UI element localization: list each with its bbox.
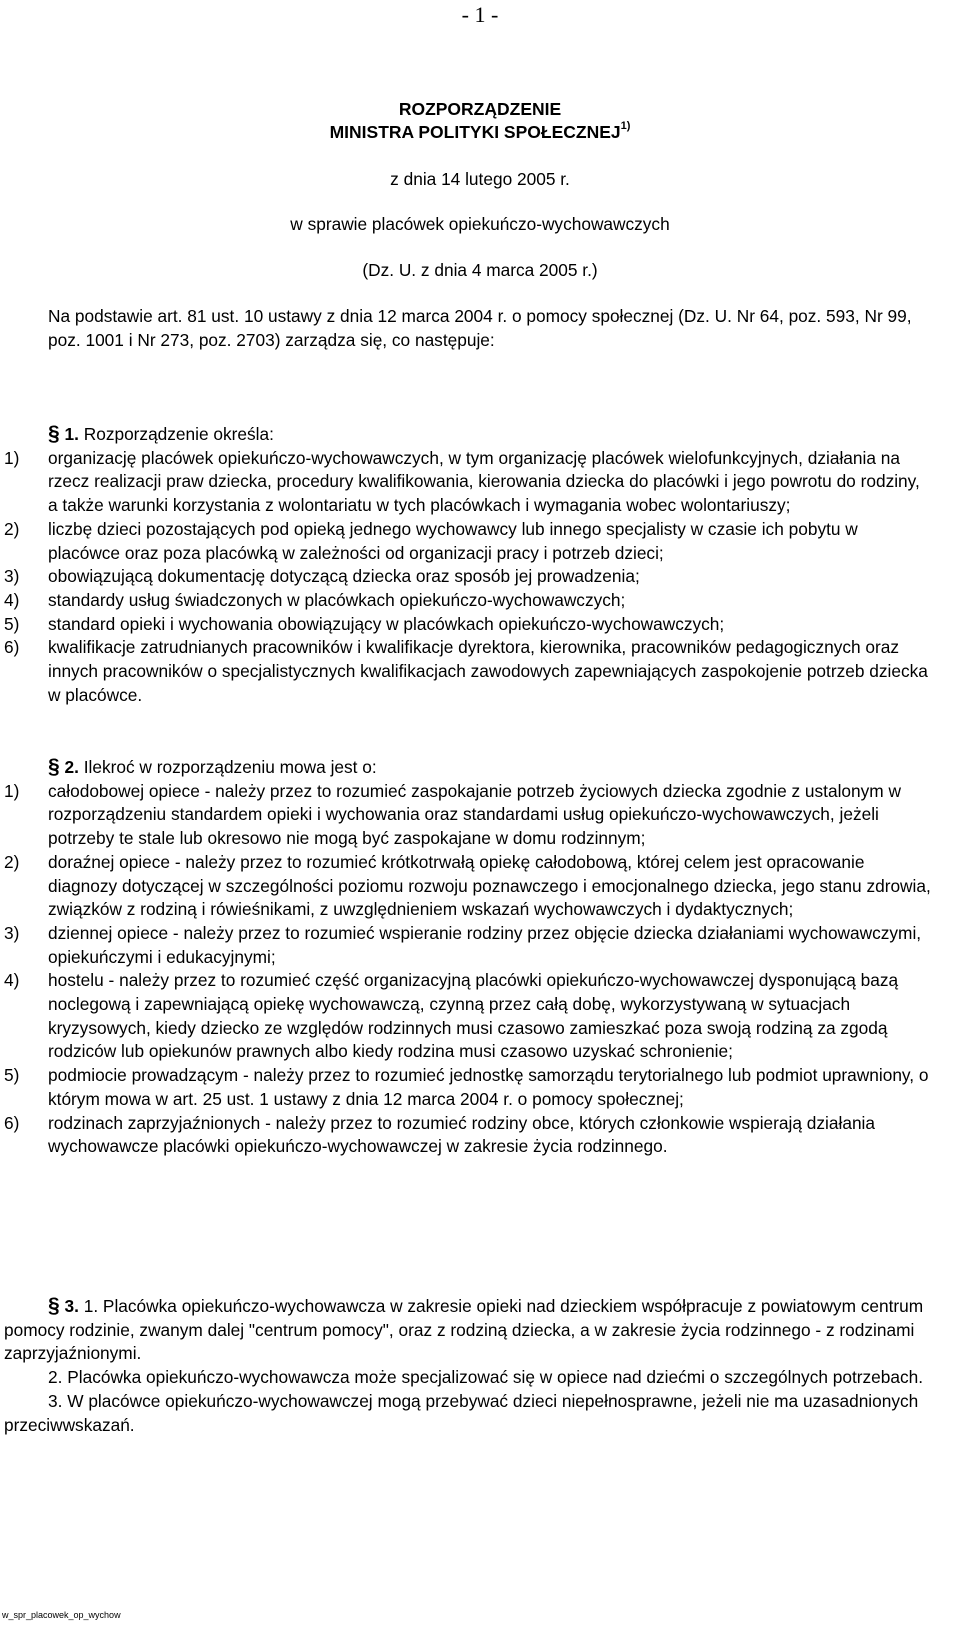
section-3-p1-text: 1. Placówka opiekuńczo-wychowawcza w zakresie opieki nad dzieckiem współpracuje z powiatowym centrum pomocy rodzinie, zwanym dalej "centrum pomocy", oraz z rodziną dziecka, a w zakresie życia rodzinnego - z rodzinami zaprzyjaźnionymi. [4, 1296, 924, 1364]
section-2 [4, 755, 934, 1159]
section-3-number: 3. [64, 1296, 79, 1316]
list-item [4, 613, 934, 637]
section-3-paragraph-3: 3. W placówce opiekuńczo-wychowawczej mogą przebywać dzieci niepełnosprawne, jeżeli nie ma uzasadnionych przeciwwskazań. [4, 1390, 919, 1435]
item-text: hostelu - należy przez to rozumieć część organizacyjną placówki opiekuńczo-wychowawczej dysponującą bazą noclegową i zapewniającą opiekę wychowawczą, czynną przez całą dobę, wykorzystywaną w sytuacjach kryzysowych, kiedy dziecko ze względów rodzinnych musi czasowo zamieszkać poza swoją rodziną za zgodą rodziców lub opiekunów prawnych albo kiedy rodzina musi czasowo uzyskać schronienie; [48, 970, 899, 1062]
title-line-2-text: MINISTRA POLITYKI SPOŁECZNEJ [329, 122, 621, 142]
item-text: obowiązującą dokumentację dotyczącą dziecka oraz sposób jej prowadzenia; [48, 566, 640, 587]
list-item [4, 589, 934, 613]
section-2-number: 2. [64, 757, 79, 777]
list-item [4, 518, 934, 565]
item-text: rodzinach zaprzyjaźnionych - należy przez to rozumieć rodziny obce, których członkowie wspierają działania wychowawcze placówki opiekuńczo-wychowawczej w zakresie życia rodzinnego. [48, 1112, 876, 1157]
journal-reference: (Dz. U. z dnia 4 marca 2005 r.) [362, 260, 598, 280]
section-sign-icon: § [48, 1294, 60, 1317]
preamble-text: Na podstawie art. 81 ust. 10 ustawy z dnia 12 marca 2004 r. o pomocy społecznej (Dz. U. Nr 64, poz. 593, Nr 99, poz. 1001 i Nr 273, poz. 2703) zarządza się, co następuje: [48, 306, 912, 350]
section-3 [4, 1294, 934, 1437]
item-text: doraźnej opiece - należy przez to rozumieć krótkotrwałą opiekę całodobową, której celem jest opracowanie diagnozy dotyczącej w szczególności poziomu rozwoju poznawczego i emocjonalnego dziecka, jego stanu zdrowia, związków z rodziną i rówieśnikami, z uwzględnieniem wskazań wychowawczych i dydaktycznych; [48, 851, 931, 920]
item-number: 6) [4, 637, 20, 658]
list-item [4, 922, 934, 969]
section-1-number: 1. [64, 424, 79, 444]
item-number: 3) [4, 566, 20, 587]
preamble [4, 305, 934, 352]
section-sign-icon: § [48, 422, 60, 445]
section-1-intro: Rozporządzenie określa: [78, 424, 274, 444]
item-text: dziennej opiece - należy przez to rozumieć wspieranie rodziny przez objęcie dziecka działaniami wychowawczymi, opiekuńczymi i edukacyjnymi; [48, 922, 922, 967]
list-item [4, 1112, 934, 1159]
item-text: liczbę dzieci pozostających pod opieką jednego wychowawcy lub innego specjalisty w czasie ich pobytu w placówce oraz poza placówką w zależności od organizacji pracy i potrzeb dzieci; [48, 518, 858, 563]
section-sign-icon: § [48, 755, 60, 778]
page-number: - 1 - [461, 2, 499, 27]
file-footer: w_spr_placowek_op_wychow [2, 1610, 121, 1620]
item-number: 1) [4, 447, 20, 468]
list-item [4, 780, 934, 851]
subject-line: w sprawie placówek opiekuńczo-wychowawczych [290, 214, 670, 234]
section-1 [4, 422, 934, 707]
item-text: podmiocie prowadzącym - należy przez to rozumieć jednostkę samorządu terytorialnego lub podmiot uprawniony, o którym mowa w art. 25 ust. 1 ustawy z dnia 12 marca 2004 r. o pomocy społecznej; [48, 1065, 929, 1109]
date-line: z dnia 14 lutego 2005 r. [390, 169, 570, 189]
title-line-2 [0, 121, 960, 144]
regulation-title [0, 98, 960, 144]
list-item [4, 636, 934, 707]
item-number: 5) [4, 613, 20, 634]
item-text: kwalifikacje zatrudnianych pracowników i kwalifikacje dyrektora, kierownika, pracowników pedagogicznych oraz innych pracowników o specjalistycznych kwalifikacjach zawodowych zapewniających zaspokojenie potrzeb dziecka w placówce. [48, 637, 928, 705]
item-text: całodobowej opiece - należy przez to rozumieć zaspokajanie potrzeb życiowych dziecka zgodnie z ustalonym w rozporządzeniu standardem opieki i wychowania oraz standardami usług opiekuńczo-wychowawczych, jeżeli potrzeby te stale lub okresowo nie mogą być zaspokajane w domu rodzinnym; [48, 780, 901, 849]
section-1-list [4, 447, 934, 708]
list-item [4, 851, 934, 922]
section-2-heading [4, 755, 934, 780]
item-number: 1) [4, 780, 20, 801]
item-text: standardy usług świadczonych w placówkach opiekuńczo-wychowawczych; [48, 589, 626, 610]
item-number: 2) [4, 518, 20, 539]
list-item [4, 1064, 934, 1111]
section-3-paragraph-1 [4, 1294, 934, 1366]
list-item [4, 565, 934, 589]
title-line-1: ROZPORZĄDZENIE [398, 99, 562, 119]
item-text: organizację placówek opiekuńczo-wychowawczych, w tym organizację placówek wielofunkcyjnych, działania na rzecz realizacji praw dziecka, procedury kwalifikowania, kierowania dziecka do placówki i jego powrotu do rodziny, a także warunki korzystania z wolontariatu w tych placówkach i wymagania wobec wolontariuszy; [48, 447, 920, 516]
footnote-mark: 1) [620, 120, 631, 132]
list-item [4, 447, 934, 518]
item-number: 2) [4, 851, 20, 872]
section-2-intro: Ilekroć w rozporządzeniu mowa jest o: [78, 757, 377, 777]
item-number: 6) [4, 1112, 20, 1133]
item-number: 5) [4, 1065, 20, 1086]
section-3-paragraph-2: 2. Placówka opiekuńczo-wychowawcza może specjalizować się w opiece nad dziećmi o szczególnych potrzebach. [48, 1367, 924, 1388]
item-number: 4) [4, 589, 20, 610]
item-number: 4) [4, 970, 20, 991]
list-item [4, 969, 934, 1064]
section-2-list [4, 780, 934, 1159]
item-text: standard opieki i wychowania obowiązujący w placówkach opiekuńczo-wychowawczych; [48, 613, 725, 634]
section-1-heading [4, 422, 934, 447]
item-number: 3) [4, 922, 20, 943]
